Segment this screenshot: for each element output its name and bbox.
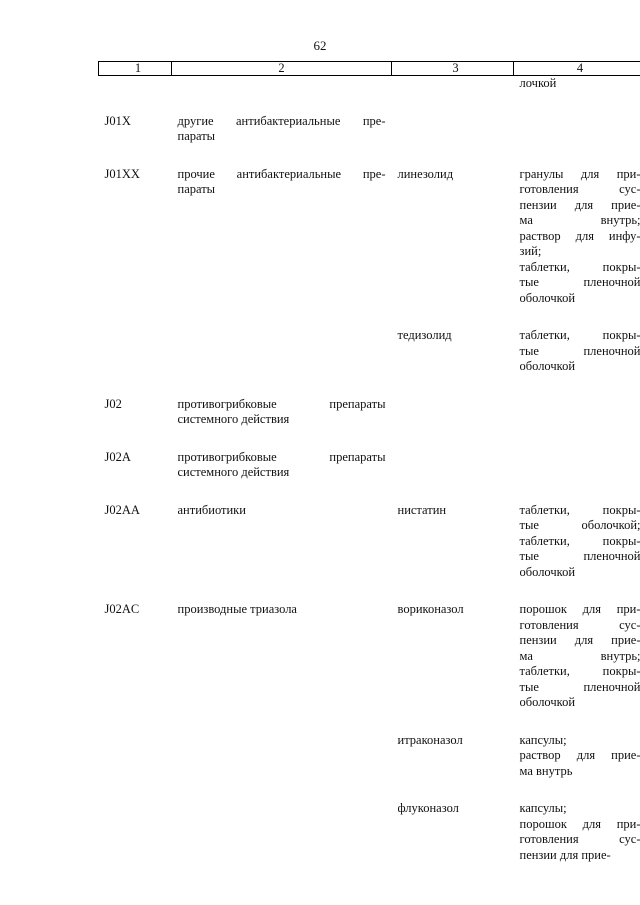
atc-code: J02AA — [104, 502, 140, 517]
dosage-forms — [514, 167, 640, 307]
row-spacer — [99, 580, 640, 602]
drug-name: линезолид — [397, 166, 454, 181]
drug-name — [392, 450, 514, 481]
column-header-3: 3 — [392, 62, 514, 76]
anatomical-group — [172, 167, 392, 307]
table-row — [99, 450, 640, 481]
anatomical-group — [172, 114, 392, 145]
drug-name: нистатин — [397, 502, 447, 517]
anatomical-group — [172, 328, 392, 375]
row-spacer — [99, 92, 640, 114]
dosage-form-line: ма внутрь — [519, 763, 573, 778]
table-row — [99, 733, 640, 780]
row-spacer — [99, 306, 640, 328]
dosage-form-line: раствор для прие- — [519, 748, 640, 762]
row-spacer — [99, 481, 640, 503]
group-line: противогрибковые препараты — [177, 449, 386, 464]
table-row — [99, 167, 640, 307]
dosage-forms — [514, 733, 640, 780]
drug-name — [392, 114, 514, 145]
dosage-form-line: тые пленочной — [519, 343, 640, 358]
dosage-form-line: оболочкой — [519, 290, 576, 305]
dosage-form-line: тые пленочной — [519, 275, 640, 289]
dosage-form-line: оболочкой — [519, 564, 576, 579]
atc-code: J02AC — [104, 602, 140, 616]
drug-name: итраконазол — [397, 732, 463, 747]
dosage-form-line: таблетки, покры- — [519, 664, 640, 678]
column-header-4: 4 — [514, 62, 640, 76]
group-line: производные триазола — [177, 602, 297, 616]
atc-code: J01X — [104, 113, 131, 128]
drug-table — [98, 61, 640, 863]
atc-code — [99, 328, 172, 375]
dosage-forms — [514, 602, 640, 711]
table-body — [99, 76, 640, 864]
row-spacer — [99, 711, 640, 733]
column-header-1: 1 — [99, 62, 172, 76]
row-spacer — [99, 428, 640, 450]
dosage-form-line: тые пленочной — [519, 679, 640, 694]
dosage-form-line: оболочкой — [519, 695, 576, 709]
carry-over-text: лочкой — [519, 76, 557, 90]
group-line: прочие антибактериальные пре- — [177, 166, 386, 181]
group-line: системного действия — [177, 465, 290, 479]
dosage-form-line: гранулы для при- — [519, 166, 640, 181]
dosage-form-line: готовления сус- — [519, 182, 640, 196]
group-line: антибиотики — [177, 502, 246, 517]
row-spacer — [99, 779, 640, 801]
dosage-form-line: оболочкой — [519, 359, 576, 373]
dosage-form-line: таблетки, покры- — [519, 533, 640, 548]
dosage-form-line: готовления сус- — [519, 832, 640, 846]
dosage-form-line: таблетки, покры- — [519, 328, 640, 342]
dosage-forms — [514, 397, 640, 428]
dosage-forms — [514, 328, 640, 375]
dosage-form-line: ма внутрь; — [519, 648, 640, 663]
dosage-form-line: порошок для при- — [519, 816, 640, 831]
dosage-forms — [514, 801, 640, 863]
dosage-form-line: таблетки, покры- — [519, 502, 640, 517]
atc-code — [99, 801, 172, 863]
row-spacer — [99, 145, 640, 167]
dosage-form-line: пензии для прие- — [519, 847, 611, 862]
dosage-forms — [514, 450, 640, 481]
dosage-form-line: капсулы; — [519, 801, 567, 815]
dosage-form-line: пензии для прие- — [519, 197, 640, 212]
dosage-form-line: тые оболочкой; — [519, 518, 640, 532]
drug-name — [392, 397, 514, 428]
table-row — [99, 801, 640, 863]
dosage-form-line: пензии для прие- — [519, 633, 640, 647]
atc-code — [99, 733, 172, 780]
table-row — [99, 503, 640, 581]
anatomical-group — [172, 503, 392, 581]
anatomical-group — [172, 602, 392, 711]
anatomical-group — [172, 801, 392, 863]
dosage-form-line: таблетки, покры- — [519, 259, 640, 274]
table-row — [99, 114, 640, 145]
dosage-form-line: ма внутрь; — [519, 213, 640, 227]
drug-name: флуконазол — [397, 801, 459, 815]
group-line: противогрибковые препараты — [177, 396, 386, 411]
table-row — [99, 328, 640, 375]
dosage-form-line: зий; — [519, 244, 542, 258]
group-line: другие антибактериальные пре- — [177, 113, 386, 128]
anatomical-group — [172, 450, 392, 481]
dosage-form-line: тые пленочной — [519, 549, 640, 563]
group-line: параты — [177, 182, 216, 196]
atc-code: J02A — [104, 449, 131, 464]
row-spacer — [99, 375, 640, 397]
dosage-form-line: порошок для при- — [519, 602, 640, 616]
anatomical-group — [172, 397, 392, 428]
group-line: параты — [177, 129, 216, 143]
atc-code: J02 — [104, 396, 122, 411]
dosage-form-line: готовления сус- — [519, 617, 640, 632]
dosage-forms — [514, 114, 640, 145]
table-row — [99, 397, 640, 428]
group-line: системного действия — [177, 412, 290, 426]
drug-name: вориконазол — [397, 602, 464, 616]
drug-name: тедизолид — [397, 328, 452, 342]
atc-code: J01XX — [104, 166, 140, 181]
table-row — [99, 602, 640, 711]
carry-over-row — [99, 76, 640, 92]
page-number: 62 — [313, 38, 327, 53]
dosage-form-line: капсулы; — [519, 732, 567, 747]
column-header-2: 2 — [172, 62, 392, 76]
table-header-row — [99, 62, 640, 76]
anatomical-group — [172, 733, 392, 780]
dosage-form-line: раствор для инфу- — [519, 228, 640, 243]
dosage-forms — [514, 503, 640, 581]
